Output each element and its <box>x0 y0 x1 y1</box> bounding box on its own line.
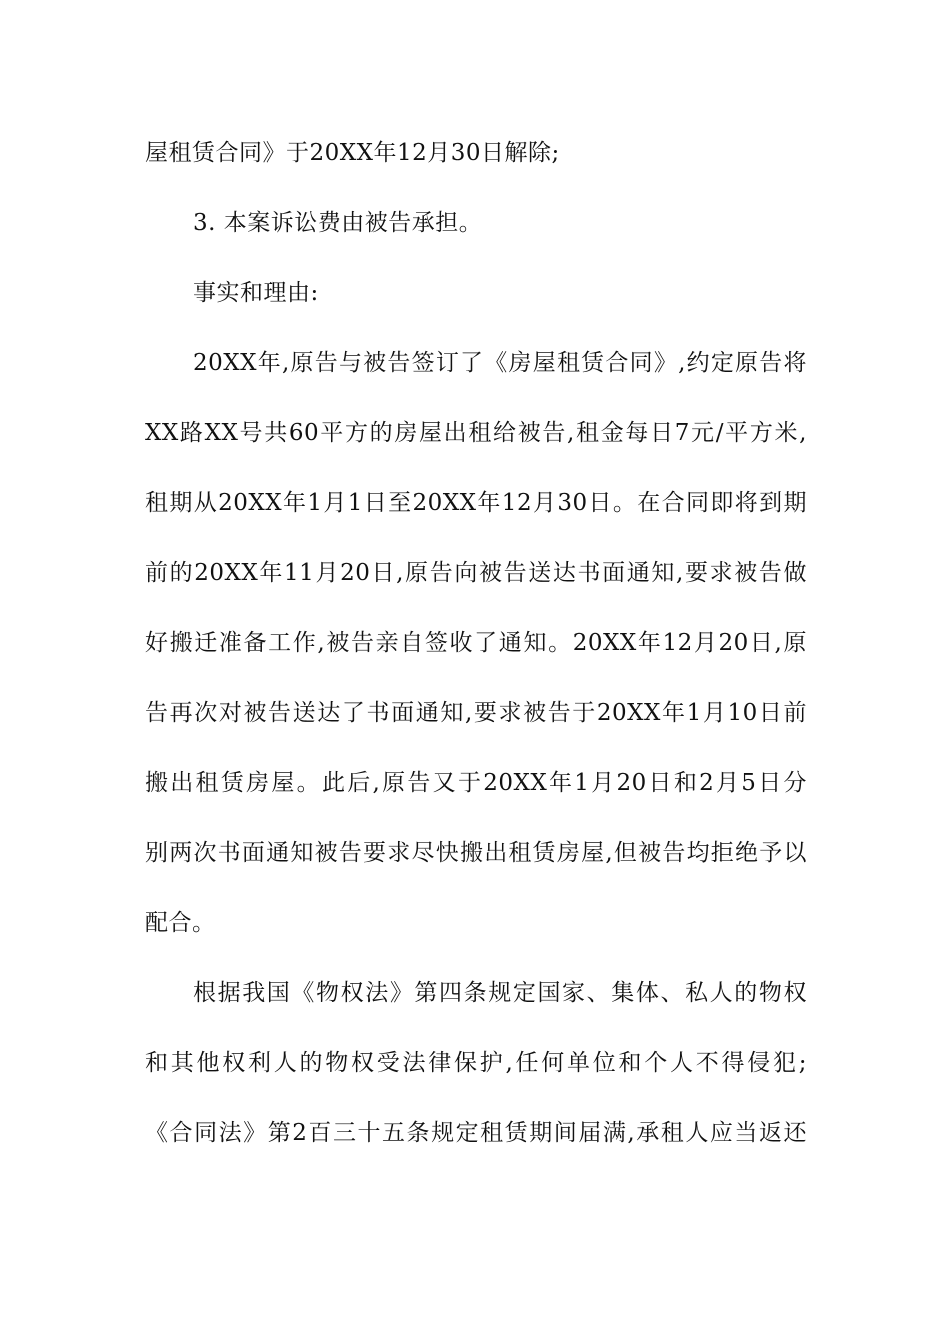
text-line: 搬出租赁房屋。此后,原告又于20XX年1月20日和2月5日分 <box>145 770 807 796</box>
text-line: 前的20XX年11月20日,原告向被告送达书面通知,要求被告做 <box>145 560 807 586</box>
text-line: 根据我国《物权法》第四条规定国家、集体、私人的物权 <box>193 980 807 1006</box>
text-line: 事实和理由: <box>193 280 319 306</box>
text-line: 20XX年,原告与被告签订了《房屋租赁合同》,约定原告将 <box>193 350 807 376</box>
text-line: 屋租赁合同》于20XX年12月30日解除; <box>145 140 560 166</box>
document-body <box>145 130 807 1168</box>
text-line: 好搬迁准备工作,被告亲自签收了通知。20XX年12月20日,原 <box>145 630 807 656</box>
text-line: 《合同法》第2百三十五条规定租赁期间届满,承租人应当返还 <box>145 1120 807 1146</box>
text-line: 租期从20XX年1月1日至20XX年12月30日。在合同即将到期 <box>145 490 807 516</box>
text-line: 3. 本案诉讼费由被告承担。 <box>193 210 483 236</box>
text-line: 告再次对被告送达了书面通知,要求被告于20XX年1月10日前 <box>145 700 807 726</box>
text-line: 配合。 <box>145 910 216 936</box>
text-line: 别两次书面通知被告要求尽快搬出租赁房屋,但被告均拒绝予以 <box>145 840 807 866</box>
text-line: 和其他权利人的物权受法律保护,任何单位和个人不得侵犯; <box>145 1050 807 1076</box>
text-line: XX路XX号共60平方的房屋出租给被告,租金每日7元/平方米, <box>145 420 807 446</box>
